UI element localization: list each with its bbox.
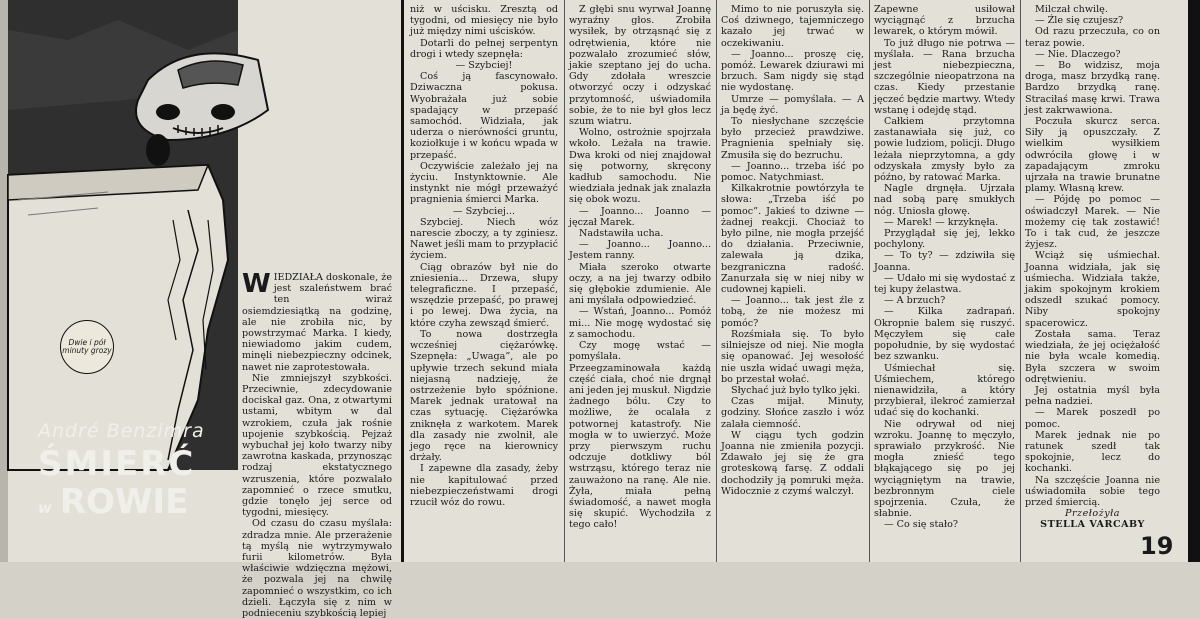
paragraph: To niesłychane szczęście było przecież prawdziwe. Pragnienia spełniały się. Zmusiła się do bezruchu. bbox=[721, 116, 864, 161]
paragraph: I zapewne dla zasady, żeby nie kapitulować przed niebezpieczeństwami drogi rzucił wóz do rowu. bbox=[410, 463, 558, 508]
paragraph: — Pójdę po pomoc — oświadczył Marek. — Nie możemy cię tak zostawić! To i tak cud, że jeszcze żyjesz. bbox=[1025, 194, 1160, 251]
paragraph: Poczuła skurcz serca. Siły ją opuszczały. Z wielkim wysiłkiem odwróciła głowę i w zapadającym zmroku ujrzała na trawie brunatne plamy. Własną krew. bbox=[1025, 116, 1160, 195]
paragraph: Na szczęście Joanna nie uświadomiła sobie tego przed śmiercią. bbox=[1025, 474, 1160, 508]
page-edge bbox=[1188, 0, 1200, 562]
page-number: 19 bbox=[1140, 532, 1174, 560]
paragraph: — A brzuch? bbox=[884, 295, 946, 307]
paragraph: Dotarli do pełnej serpentyn drogi i wtedy szepnęła: bbox=[410, 37, 558, 60]
paragraph: — Co się stało? bbox=[884, 519, 959, 531]
paragraph: Wciąż się uśmiechał. Joanna widziała, jak się uśmiecha. Widziała także, jakim spokojnym krokiem odszedł szukać pomocy. Niby spokojny spacerowicz. bbox=[1025, 250, 1160, 329]
paragraph: W ciągu tych godzin Joanna nie zmieniła pozycji. Zdawało jej się że gra groteskową farsę. Z oddali dochodziły ją pomruki męża. Widocznie z czymś walczył. bbox=[721, 429, 864, 497]
dropcap-w: W bbox=[242, 269, 271, 299]
paragraph: — Joanno... proszę cię, pomóż. Lewarek dziurawi mi brzuch. Sam nigdy się stąd nie wydostanę. bbox=[721, 48, 864, 94]
paragraph: Marek jednak nie po ratunek szedł tak spokojnie, lecz do kochanki. bbox=[1025, 429, 1160, 475]
paragraph: Mimo to nie poruszyła się. Coś dziwnego, tajemniczego kazało jej trwać w oczekiwaniu. bbox=[721, 4, 864, 49]
paragraph: — Źle się czujesz? bbox=[1035, 15, 1124, 27]
paragraph: Jej ostatnia myśl była pełna nadziei. bbox=[1025, 384, 1160, 408]
paragraph: — Udało mi się wydostać z tej kupy żelastwa. bbox=[874, 272, 1015, 296]
sign-text: Dwie i pół minuty grozy bbox=[62, 338, 112, 355]
title-w: w bbox=[38, 499, 52, 517]
paragraph: Uśmiechał się. Uśmiechem, którego nienawidziła, a który przybierał, ilekroć zamierzał udać się do kochanki. bbox=[874, 362, 1015, 419]
paragraph: Miała szeroko otwarte oczy, a na jej twarzy odbiło się głębokie zdumienie. Ale ani myślała odpowiedzieć. bbox=[569, 261, 711, 307]
paragraph: Milczał chwilę. bbox=[1035, 4, 1108, 15]
paragraph: Oczywiście zależało jej na życiu. Instynktownie. Ale instynkt nie mógł przeważyć pragnienia śmierci Marka. bbox=[410, 160, 558, 206]
paragraph: Nagle drgnęła. Ujrzała nad sobą parę smukłych nóg. Uniosła głowę. bbox=[874, 183, 1015, 217]
paragraph: Nie odrywał od niej wzroku. Joannę to męczyło, sprawiało przykrość. Nie mogła znieść tego błąkającego się po jej wyciągniętym na trawie, bezbronnym ciele spojrzenia. Czuła, że słabnie. bbox=[874, 418, 1015, 520]
paragraph: Wolno, ostrożnie spojrzała wkoło. Leżała na trawie. Dwa kroki od niej znajdował się potworny, skręcony kadłub samochodu. Nie wiedziała jednak jak znalazła się obok wozu. bbox=[569, 127, 711, 206]
paragraph: Nadstawiła ucha. bbox=[579, 228, 664, 240]
paragraph: Całkiem przytomna zastanawiała się już, co powie ludziom, policji. Długo leżała nieprzytomna, a gdy odzyskała zmysły było za późno, by ratować Marka. bbox=[874, 116, 1015, 184]
column-divider bbox=[401, 0, 404, 562]
paragraph: — Marek poszedł po pomoc. bbox=[1025, 407, 1160, 430]
paragraph: Została sama. Teraz wiedziała, że jej ociężałość nie była wcale komedią. Była szczera w swoim odrętwieniu. bbox=[1025, 328, 1160, 385]
title-rowie: ROWIE bbox=[59, 482, 189, 522]
paragraph: Nie zmniejszył szybkości. Przeciwnie, zdecydowanie dociskał gaz. Ona, z otwartymi ustami, wbitym w dal wzrokiem, czuła jak rośnie upojenie szybkością. Pejzaż wybuchał jej koło twarzy niby zawrotna kaskada, przynosząc rodzaj ekstatycznego wzruszenia, które pozwalało zapomnieć o rzece smutku, gdzie tonęło jej serce od tygodni, miesięcy. bbox=[242, 372, 392, 519]
paragraph-text: IEDZIAŁA doskonale, że jest szaleństwem brać ten wiraż osiemdziesiątką na godzinę, ale nie zrobiła nic, by powstrzymać Marka. I kiedy, niewiadomo jakim cudem, minęli niebezpieczny odcinek, nawet nie zaprotestowała. bbox=[242, 272, 392, 373]
translator-name: STELLA VARCABY bbox=[1040, 519, 1145, 531]
paragraph: — Szybciej! bbox=[455, 60, 513, 72]
column-rule bbox=[1020, 0, 1021, 562]
paragraph: — Kilka zadrapań. Okropnie balem się ruszyć. Męczyłem się całe popołudnie, by się wydostać bez szwanku. bbox=[874, 306, 1015, 363]
paragraph: Słychać już było tylko jęki. bbox=[731, 384, 861, 396]
paragraph: Umrze — pomyślała. — A ja będę żyć. bbox=[721, 93, 864, 116]
story-illustration bbox=[8, 0, 238, 522]
paragraph: Szybciej. Niech wóz narescie zboczy, a ty zginiesz. Nawet jeśli mam to przypłacić życiem. bbox=[410, 216, 558, 262]
column-c bbox=[569, 4, 711, 562]
paragraph: — Wstań, Joanno... Pomóż mi... Nie mogę wydostać się z samochodu. bbox=[569, 306, 711, 340]
paragraph bbox=[242, 269, 392, 373]
title-block bbox=[38, 420, 238, 522]
column-d bbox=[721, 4, 864, 562]
paragraph: Coś ją fascynowało. Dziwaczna pokusa. Wyobrażała już sobie spadający w przepaść samochód. Widziała, jak uderza o nierówności gruntu, koziołkuje i w końcu wpada w przepaść. bbox=[410, 71, 558, 161]
column-a bbox=[242, 269, 392, 619]
story-title-line1: ŚMIERĆ bbox=[38, 444, 196, 484]
paragraph: Rozśmiała się. To było silniejsze od niej. Nie mogła się opanować. Jej wesołość nie uszła widać uwagi męża, bo przestał wołać. bbox=[721, 328, 864, 385]
paragraph: Kilkakrotnie powtórzyła te słowa: „Trzeba iść po pomoc”. Jakieś to dziwne — żadnej reakcji. Chociaż to było pilne, nie mogła przejść do działania. Przeciwnie, zalewała ją dzika, bezgraniczna radość. Zanurzała się w niej niby w cudownej kąpieli. bbox=[721, 183, 864, 296]
paragraph: Od razu przeczuła, co on teraz powie. bbox=[1025, 26, 1160, 49]
paragraph: Z głębi snu wyrwał Joannę wyraźny głos. Zrobiła wysiłek, by otrząsnąć się z odrętwienia, które nie pozwalało zrozumieć słów, jakie szeptano jej do ucha. Gdy zdołała wreszcie otworzyć oczy i odzyskać przytomność, uświadomiła sobie, że to nie był głos lecz szum wiatru. bbox=[569, 4, 711, 128]
paragraph: — Joanno... trzeba iść po pomoc. Natychmiast. bbox=[721, 160, 864, 184]
paragraph: — To ty? — zdziwiła się Joanna. bbox=[874, 250, 1015, 273]
paragraph: To nowa dostrzegła wcześniej ciężarówkę. Szepnęła: „Uwaga”, ale po upływie trzech sekund miała niejasną nadzieję, że ostrzeżenie było spóźnione. Marek jednak uratował na czas sytuację. Ciężarówka zniknęła z warkotem. Marek dla zasady nie zwolnił, ale jego ręce na kierownicy drżały. bbox=[410, 328, 558, 464]
car-cliff-drawing bbox=[8, 0, 238, 470]
paragraph: — Joanno... Joanno — jęczał Marek. bbox=[569, 205, 711, 228]
paragraph: To już długo nie potrwa — myślała. — Rana brzucha jest niebezpieczna, szczególnie nieopatrzona na czas. Kiedy przestanie jęczeć będzie martwy. Wtedy wstanę i odejdę stąd. bbox=[874, 37, 1015, 116]
column-b bbox=[410, 4, 558, 562]
translator-label: Przełożyła bbox=[1065, 508, 1120, 520]
speech-bubble-sign bbox=[60, 320, 114, 374]
paragraph: Zapewne usiłował wyciągnąć z brzucha lewarek, o którym mówił. bbox=[874, 4, 1015, 38]
story-title-line2 bbox=[38, 482, 238, 522]
author-name: André Benzimra bbox=[38, 420, 205, 442]
paragraph: — Szybciej... bbox=[452, 205, 516, 217]
paragraph: Czy mogę wstać — pomyślała. Przeegzaminowała każdą część ciała, choć nie drgnął ani jeden jej muskuł. Nigdzie żadnego bólu. Czy to możliwe, że ocalała z potwornej katastrofy. Nie mogła w to uwierzyć. Może przy pierwszym ruchu odczuje dotkliwy ból wstrząsu, którego teraz nie zauważono na ranę. Ale nie. Żyła, miała pełną świadomość, a nawet mogła się skupić. Wychodziła z tego cało! bbox=[569, 340, 711, 531]
paragraph: Ciąg obrazów był nie do zniesienia... Drzewa, słupy telegraficzne. I przepaść, wszędzie przepaść, po prawej i po lewej. Dwa życia, na które czyha zewsząd śmierć. bbox=[410, 261, 558, 329]
column-rule bbox=[869, 0, 870, 562]
column-e bbox=[874, 4, 1015, 562]
paragraph: — Joanno... Joanno... Jestem ranny. bbox=[569, 239, 711, 262]
paragraph: Czas mijał. Minuty, godziny. Słońce zaszło i wóz zalała ciemność. bbox=[721, 396, 864, 430]
paragraph: — Nie. Dlaczego? bbox=[1035, 48, 1121, 60]
paragraph: niż w uścisku. Zresztą od tygodni, od miesięcy nie było już między nimi uścisków. bbox=[410, 4, 558, 38]
paragraph: — Bo widzisz, moja droga, masz brzydką ranę. Bardzo brzydką ranę. Straciłaś masę krwi. Trawa jest zakrwawiona. bbox=[1025, 60, 1160, 116]
paragraph: — Marek! — krzyknęła. bbox=[884, 216, 999, 228]
column-rule bbox=[716, 0, 717, 562]
column-f bbox=[1025, 4, 1160, 534]
column-rule bbox=[564, 0, 565, 562]
paragraph: Od czasu do czasu myślała: zdradza mnie. Ale przerażenie tą myślą nie wytrzymywało furii kilometrów. Była właściwie wdzięczna mężowi, że pozwala jej na chwilę zapomnieć o wszystkim, co ich dzieli. Łączyła się z nim w podnieceniu szybkością lepiej bbox=[242, 518, 392, 619]
paragraph: — Joanno... tak jest źle z tobą, że nie możesz mi pomóc? bbox=[721, 295, 864, 329]
page-margin bbox=[0, 0, 8, 562]
paragraph: Przyglądał się jej, lekko pochylony. bbox=[874, 228, 1015, 251]
